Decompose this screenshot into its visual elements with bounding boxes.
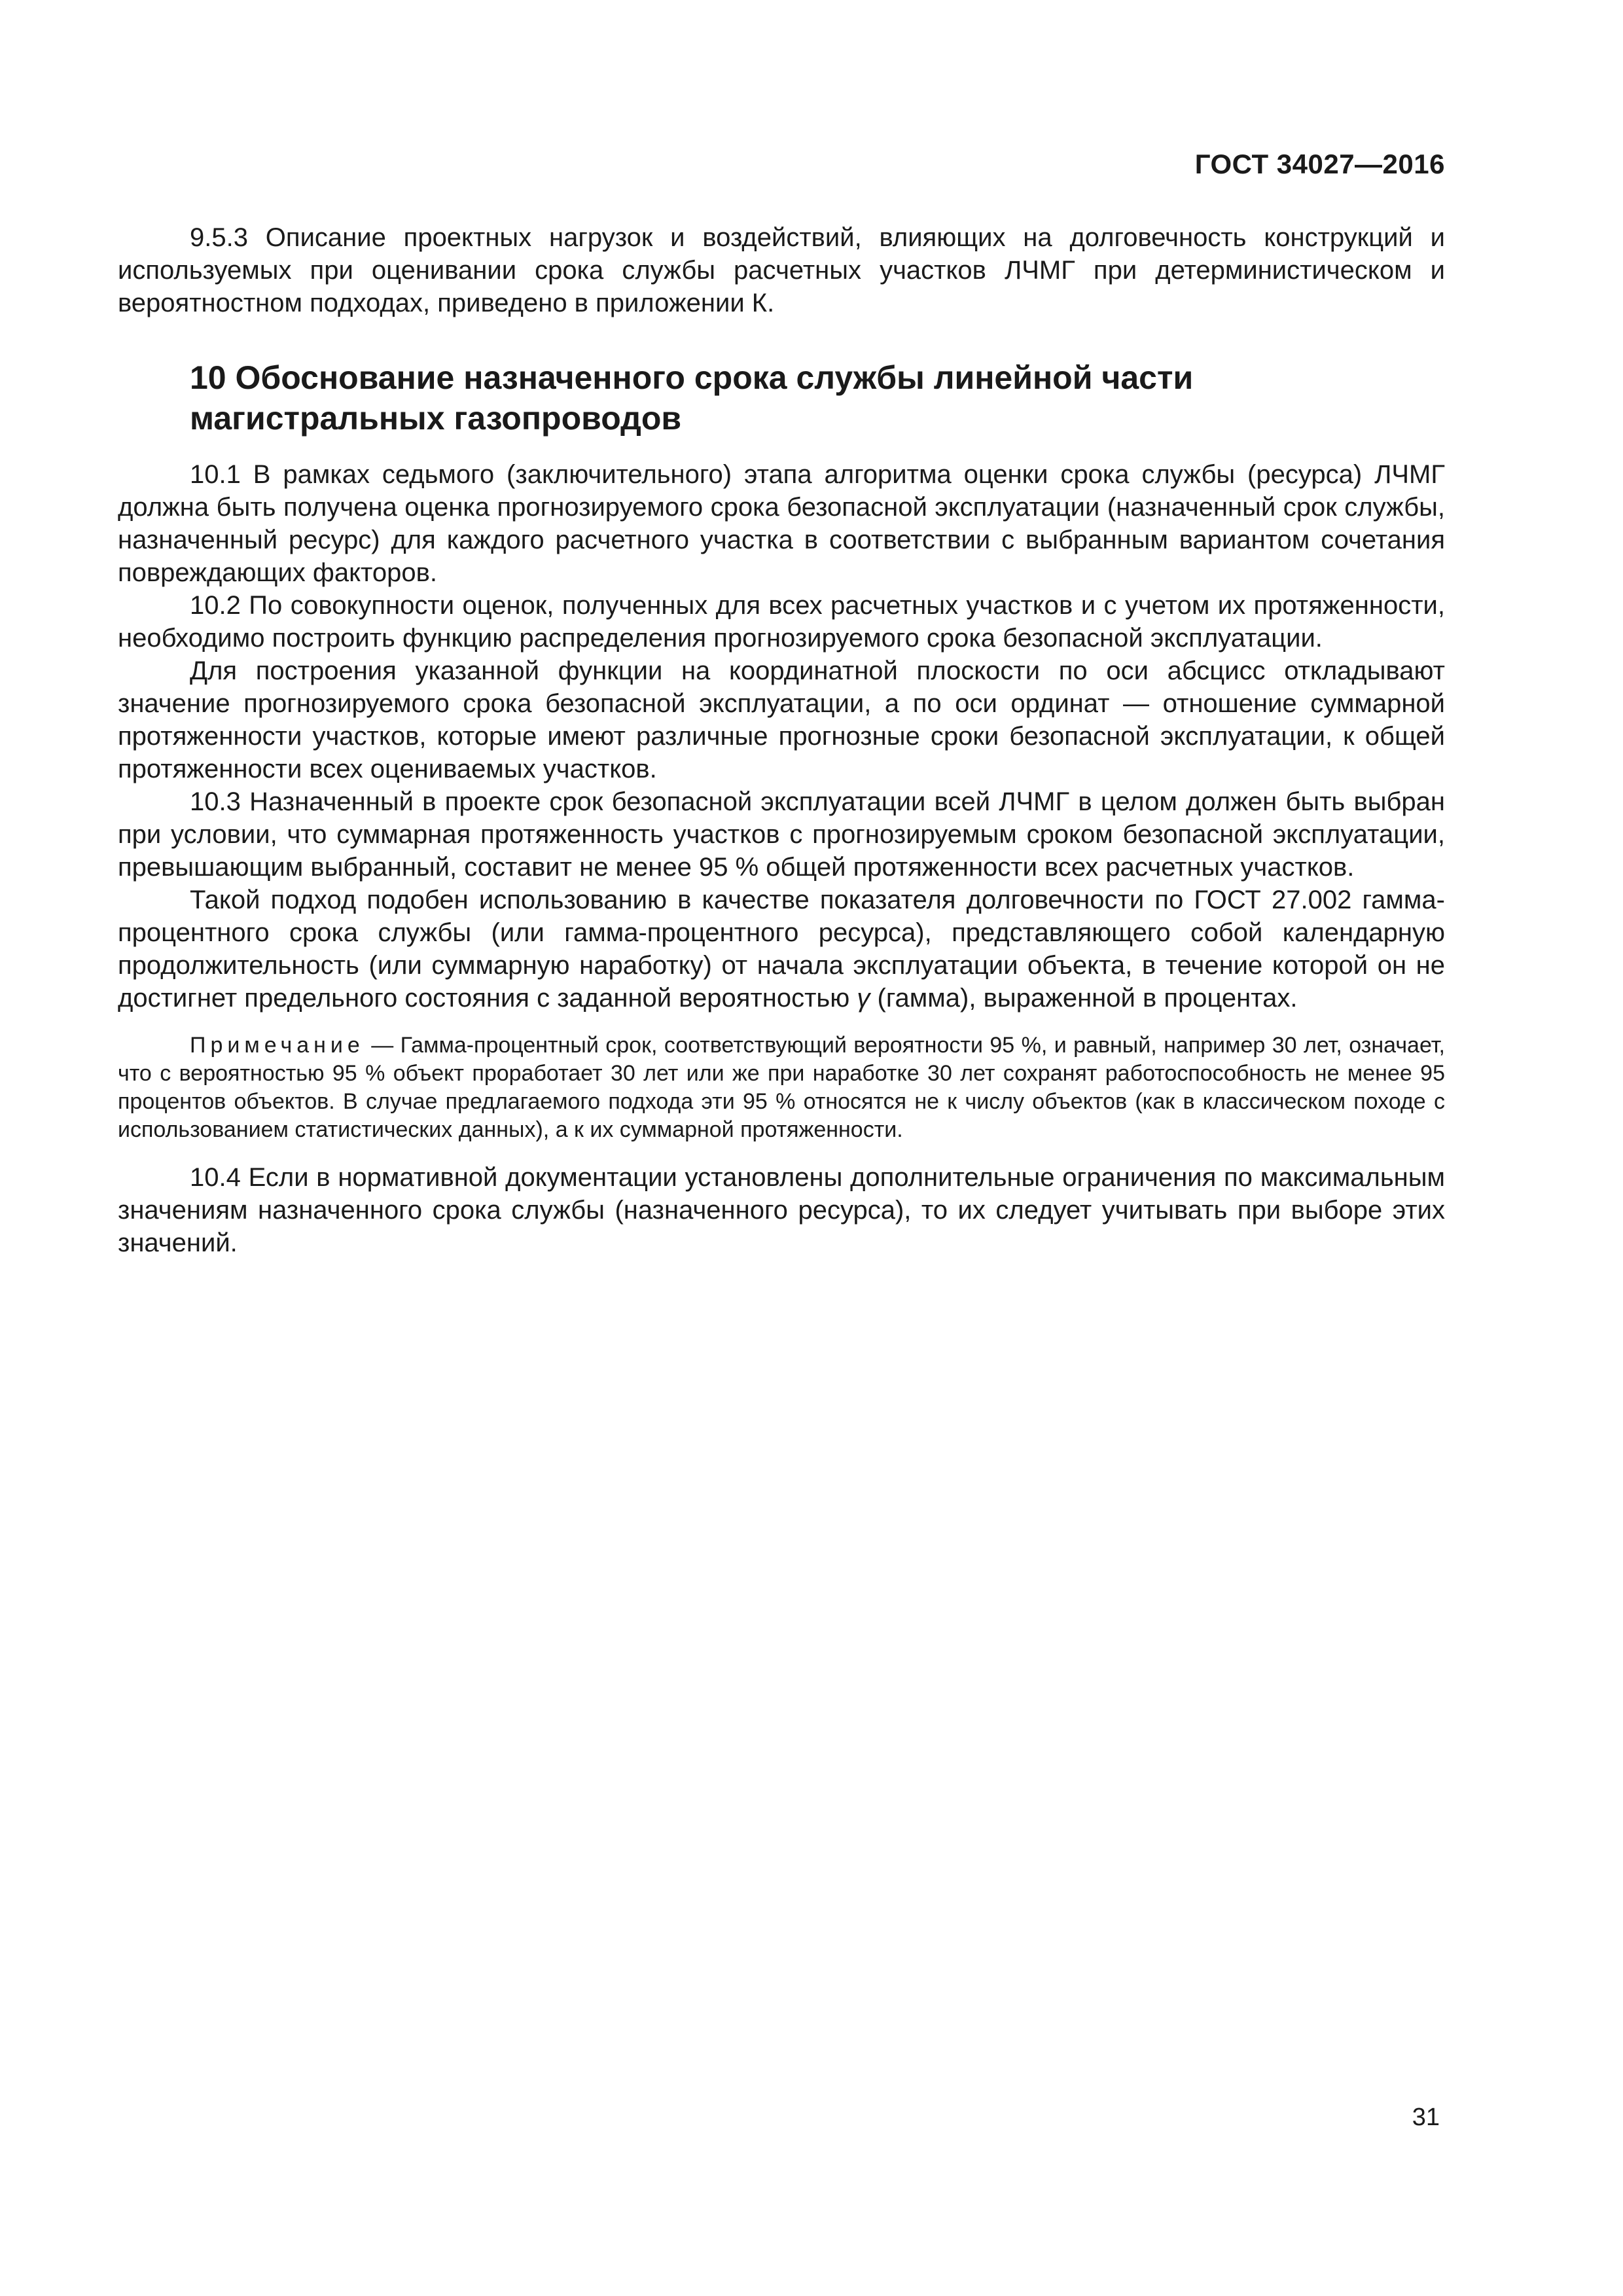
paragraph-10-3: 10.3 Назначенный в проекте срок безопасной эксплуатации всей ЛЧМГ в целом должен быть выбран при условии, что суммарная протяженность участков с прогнозируемым сроком безопасной эксплуатации, превышающим выбранный, составит не менее 95 % общей протяженности всех расчетных участков. — [118, 787, 1445, 882]
document-code: ГОСТ 34027—2016 — [1194, 149, 1445, 179]
paragraph-10-3-continued — [118, 884, 1445, 1014]
paragraph-10-4: 10.4 Если в нормативной документации установлены дополнительные ограничения по максимальным значениям назначенного срока службы (назначенного ресурса), то их следует учитывать при выборе этих значений. — [118, 1163, 1445, 1257]
paragraph-10-2-continued: Для построения указанной функции на координатной плоскости по оси абсцисс откладывают значение прогнозируемого срока безопасной эксплуатации, а по оси ординат — отношение суммарной протяженности участков, которые имеют различные прогнозные сроки безопасной эксплуатации, к общей протяженности всех оцениваемых участков. — [118, 656, 1445, 783]
gamma-symbol: γ — [857, 984, 870, 1013]
paragraph-10-3-text: Такой подход подобен использованию в качестве показателя долговечности по ГОСТ 27.002 гамма-процентного срока службы (или гамма-процентного ресурса), представляющего собой календарную продолжительность (или суммарную наработку) от начала эксплуатации объекта, в течение которой он не достигнет предельного состояния с заданной вероятностью — [118, 886, 1445, 1013]
note-text: — Гамма-процентный срок, соответствующий вероятности 95 %, и равный, например 30 лет, означает, что с вероятностью 95 % объект проработает 30 лет или же при наработке 30 лет сохранят работоспособность не менее 95 процентов объектов. В случае предлагаемого подхода эти 95 % относятся не к числу объектов (как в классическом походе с использованием статистических данных), а к их суммарной протяженности. — [118, 1033, 1445, 1142]
paragraph-9-5-3: 9.5.3 Описание проектных нагрузок и воздействий, влияющих на долговечность конструкций и используемых при оценивании срока службы расчетных участков ЛЧМГ при детерминистическом и вероятностном подходах, приведено в приложении К. — [118, 223, 1445, 317]
note-block — [118, 1031, 1445, 1144]
page-number: 31 — [1412, 2104, 1440, 2131]
note-label: Примечание — [190, 1033, 365, 1058]
section-title-10: 10 Обоснование назначенного срока службы линейной части магистральных газопроводов — [190, 359, 1194, 437]
paragraph-10-2: 10.2 По совокупности оценок, полученных для всех расчетных участков и с учетом их протяженности, необходимо построить функцию распределения прогнозируемого срока безопасной эксплуатации. — [118, 591, 1445, 653]
document-body — [118, 221, 1445, 1259]
paragraph-10-3-text-end: (гамма), выраженной в процентах. — [870, 984, 1298, 1013]
paragraph-10-1: 10.1 В рамках седьмого (заключительного) этапа алгоритма оценки срока службы (ресурса) ЛЧМГ должна быть получена оценка прогнозируемого срока безопасной эксплуатации (назначенный срок службы, назначенный ресурс) для каждого расчетного участка в соответствии с выбранным вариантом сочетания повреждающих факторов. — [118, 460, 1445, 587]
